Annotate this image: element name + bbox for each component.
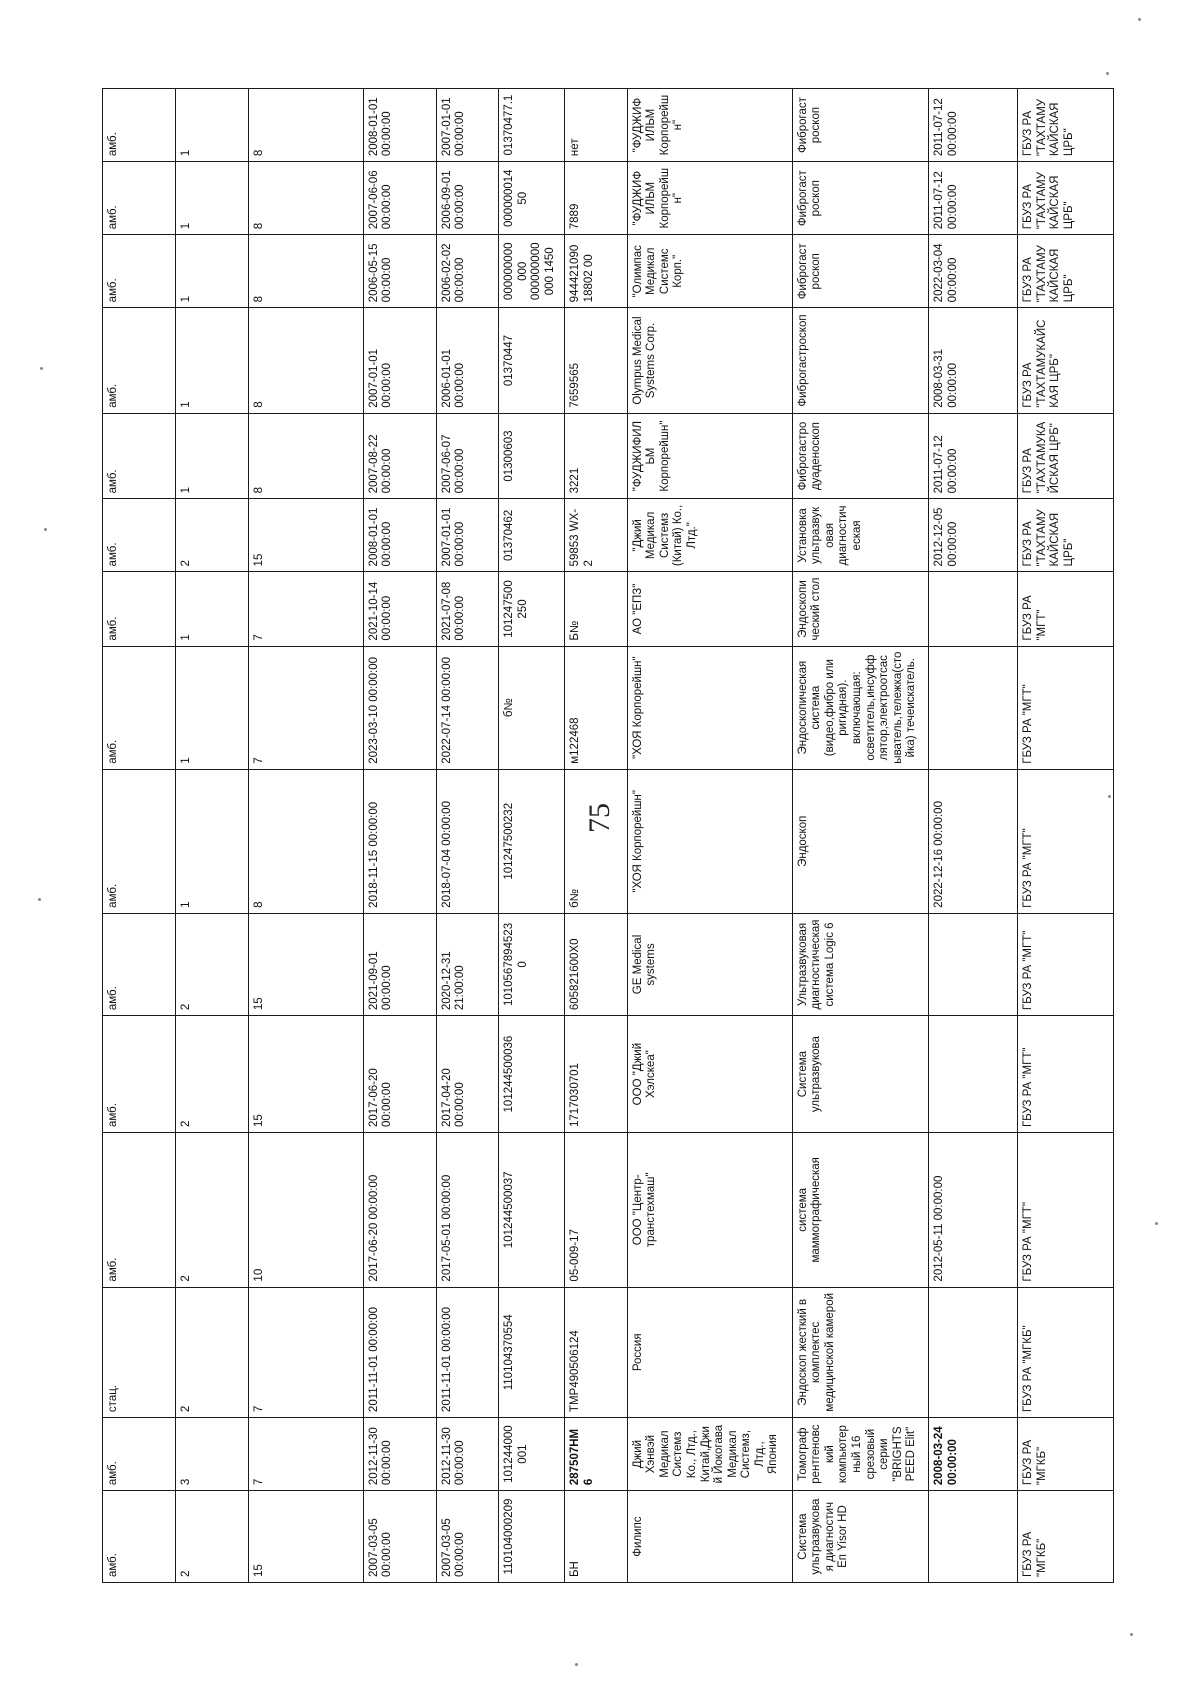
cell-inventory-number: 01370477.1	[499, 89, 565, 162]
cell-care-type: амб.	[103, 499, 176, 572]
cell-service-life: 8	[248, 162, 363, 235]
cell-equipment-name: Фиброгастроскоп	[792, 162, 929, 235]
cell-serial-number: 05-009-17	[565, 1133, 628, 1288]
cell-organization: ГБУЗ РА "ТАХТАМУКАЙСКАЯ ЦРБ"	[1017, 235, 1113, 308]
cell-organization: ГБУЗ РА "МГКБ"	[1017, 1418, 1113, 1491]
cell-care-type: амб.	[103, 1133, 176, 1288]
cell-organization: ГБУЗ РА "МГТ"	[1017, 913, 1113, 1015]
cell-quantity: 2	[175, 1491, 248, 1583]
cell-date	[929, 1491, 1018, 1583]
cell-registration-date: 2006-09-01 00:00:00	[436, 162, 499, 235]
cell-equipment-name: Установка ультразвуковая диагностическая	[792, 499, 929, 572]
cell-equipment-name: Фиброгастроскоп	[792, 308, 929, 413]
cell-service-life: 8	[248, 308, 363, 413]
cell-registration-date: 2012-11-30 00:00:00	[436, 1418, 499, 1491]
cell-care-type: амб.	[103, 1016, 176, 1133]
cell-manufacturer: "ФУДЖИФИЛЬМ Корпорейшн"	[627, 413, 792, 499]
cell-inventory-number: 101244500036	[499, 1016, 565, 1133]
cell-serial-number: 59853 WX-2	[565, 499, 628, 572]
cell-commission-date: 2012-11-30 00:00:00	[363, 1418, 436, 1491]
cell-quantity: 3	[175, 1418, 248, 1491]
cell-organization: ГБУЗ РА "МГКБ"	[1017, 1287, 1113, 1418]
cell-serial-number: 605821600X0	[565, 913, 628, 1015]
cell-date: 2022-03-04 00:00:00	[929, 235, 1018, 308]
cell-equipment-name: Фиброгастроскоп	[792, 235, 929, 308]
equipment-table	[102, 88, 1114, 1583]
cell-serial-number: нет	[565, 89, 628, 162]
cell-serial-number: 7659565	[565, 308, 628, 413]
cell-care-type: амб.	[103, 1418, 176, 1491]
cell-inventory-number: 1010567894523 0	[499, 913, 565, 1015]
cell-commission-date: 2007-01-01 00:00:00	[363, 308, 436, 413]
cell-date	[929, 1016, 1018, 1133]
cell-date	[929, 646, 1018, 769]
cell-registration-date: 2018-07-04 00:00:00	[436, 769, 499, 913]
cell-care-type: амб.	[103, 89, 176, 162]
cell-date: 2008-03-31 00:00:00	[929, 308, 1018, 413]
cell-care-type: амб.	[103, 308, 176, 413]
cell-commission-date: 2011-11-01 00:00:00	[363, 1287, 436, 1418]
cell-date: 2011-07-12 00:00:00	[929, 162, 1018, 235]
cell-quantity: 1	[175, 162, 248, 235]
cell-commission-date: 2017-06-20 00:00:00	[363, 1016, 436, 1133]
cell-equipment-name: Эндоскопический стол	[792, 572, 929, 646]
cell-registration-date: 2006-01-01 00:00:00	[436, 308, 499, 413]
cell-manufacturer: "Олимпас Медикал Системс Корп."	[627, 235, 792, 308]
cell-quantity: 2	[175, 1133, 248, 1288]
cell-serial-number: м122468	[565, 646, 628, 769]
cell-commission-date: 2007-08-22 00:00:00	[363, 413, 436, 499]
cell-commission-date: 2008-01-01 00:00:00	[363, 89, 436, 162]
table-row	[627, 89, 792, 1583]
cell-care-type: амб.	[103, 913, 176, 1015]
cell-serial-number: 94442109018802 00	[565, 235, 628, 308]
cell-service-life: 15	[248, 913, 363, 1015]
cell-inventory-number: 101247500232	[499, 769, 565, 913]
table-row	[499, 89, 565, 1583]
cell-commission-date: 2006-05-15 00:00:00	[363, 235, 436, 308]
cell-equipment-name: Ультразвуковая диагностическая система Logic 6	[792, 913, 929, 1015]
cell-manufacturer: "ФУДЖИФИЛЬМ Корпорейшн"	[627, 162, 792, 235]
cell-organization: ГБУЗ РА "ТАХТАМУКАЙСКАЯ ЦРБ"	[1017, 162, 1113, 235]
cell-date: 2011-07-12 00:00:00	[929, 413, 1018, 499]
rotated-table-wrapper	[102, 88, 1114, 1583]
cell-registration-date: 2021-07-08 00:00:00	[436, 572, 499, 646]
cell-service-life: 8	[248, 89, 363, 162]
cell-registration-date: 2006-02-02 00:00:00	[436, 235, 499, 308]
cell-manufacturer: ООО "Центр-транстехмаш"	[627, 1133, 792, 1288]
cell-care-type: амб.	[103, 646, 176, 769]
table-row	[929, 89, 1018, 1583]
cell-service-life: 7	[248, 1418, 363, 1491]
cell-quantity: 2	[175, 913, 248, 1015]
cell-equipment-name: система маммографическая	[792, 1133, 929, 1288]
cell-commission-date: 2021-09-01 00:00:00	[363, 913, 436, 1015]
cell-service-life: 8	[248, 413, 363, 499]
cell-manufacturer: GE Medical systems	[627, 913, 792, 1015]
cell-manufacturer: ООО "Джий Хэлскеа"	[627, 1016, 792, 1133]
table-row	[1017, 89, 1113, 1583]
cell-organization: ГБУЗ РА "МГТ"	[1017, 769, 1113, 913]
cell-manufacturer: Olympus Medical Systems Corp.	[627, 308, 792, 413]
cell-inventory-number: б№	[499, 646, 565, 769]
cell-equipment-name: Фиброгастродуаденоскоп	[792, 413, 929, 499]
cell-organization: ГБУЗ РА "ТАХТАМУКАЙСКАЯ ЦРБ"	[1017, 413, 1113, 499]
cell-care-type: амб.	[103, 162, 176, 235]
cell-serial-number: 1717030701	[565, 1016, 628, 1133]
cell-inventory-number: 01300603	[499, 413, 565, 499]
table-body	[103, 89, 1114, 1583]
cell-serial-number: 7889	[565, 162, 628, 235]
table-row	[248, 89, 363, 1583]
cell-commission-date: 2007-03-05 00:00:00	[363, 1491, 436, 1583]
cell-registration-date: 2017-05-01 00:00:00	[436, 1133, 499, 1288]
cell-date: 2008-03-24 00:00:00	[929, 1418, 1018, 1491]
table-row	[436, 89, 499, 1583]
cell-care-type: амб.	[103, 572, 176, 646]
cell-manufacturer: Джий Хэнвэй Медикал Системз Ко., Лтд., Китай,Джий Йокогава Медикал Системз, Лтд., Япония	[627, 1418, 792, 1491]
cell-quantity: 2	[175, 1287, 248, 1418]
cell-equipment-name: Эндоскопическая система (видео,фибро или ригидная). включающая: осветитель,инсуффлятор,электроотсасыватель,тележка(стойка) течеискатель.	[792, 646, 929, 769]
cell-service-life: 7	[248, 572, 363, 646]
cell-inventory-number: 110104370554	[499, 1287, 565, 1418]
table-row	[363, 89, 436, 1583]
cell-organization: ГБУЗ РА "МГКБ"	[1017, 1491, 1113, 1583]
cell-inventory-number: 000000000000 000000000000 1450	[499, 235, 565, 308]
cell-commission-date: 2017-06-20 00:00:00	[363, 1133, 436, 1288]
cell-serial-number: 287507HM6	[565, 1418, 628, 1491]
cell-care-type: амб.	[103, 1491, 176, 1583]
cell-quantity: 1	[175, 89, 248, 162]
cell-quantity: 1	[175, 308, 248, 413]
table-row	[175, 89, 248, 1583]
cell-manufacturer: "ХОЯ Корпорейшн"	[627, 769, 792, 913]
cell-commission-date: 2023-03-10 00:00:00	[363, 646, 436, 769]
cell-date: 2022-12-16 00:00:00	[929, 769, 1018, 913]
cell-date: 2012-12-05 00:00:00	[929, 499, 1018, 572]
cell-organization: ГБУЗ РА "ТАХТАМУКАЙСКАЯ ЦРБ"	[1017, 89, 1113, 162]
cell-inventory-number: 101244500037	[499, 1133, 565, 1288]
cell-equipment-name: Томограф рентгеновский компьютерный 16 срезовый серии "BRIGHTSPEED Elit"	[792, 1418, 929, 1491]
cell-registration-date: 2022-07-14 00:00:00	[436, 646, 499, 769]
cell-date	[929, 1287, 1018, 1418]
cell-date	[929, 572, 1018, 646]
cell-equipment-name: Система ультразвуковая диагностич Еп Yisor HD	[792, 1491, 929, 1583]
cell-serial-number: Б№	[565, 572, 628, 646]
cell-equipment-name: Система ультразвукова	[792, 1016, 929, 1133]
cell-organization: ГБУЗ РА "МГТ"	[1017, 1133, 1113, 1288]
cell-registration-date: 2020-12-31 21:00:00	[436, 913, 499, 1015]
cell-service-life: 10	[248, 1133, 363, 1288]
cell-inventory-number: 00000001450	[499, 162, 565, 235]
cell-quantity: 1	[175, 769, 248, 913]
cell-quantity: 2	[175, 499, 248, 572]
cell-date: 2011-07-12 00:00:00	[929, 89, 1018, 162]
cell-manufacturer: Филипс	[627, 1491, 792, 1583]
cell-commission-date: 2008-01-01 00:00:00	[363, 499, 436, 572]
cell-organization: ГБУЗ РА "МГТ"	[1017, 646, 1113, 769]
cell-inventory-number: 101244000001	[499, 1418, 565, 1491]
cell-registration-date: 2007-01-01 00:00:00	[436, 89, 499, 162]
cell-care-type: амб.	[103, 235, 176, 308]
cell-manufacturer: "ХОЯ Корпорейшн"	[627, 646, 792, 769]
cell-organization: ГБУЗ РА "МГТ"	[1017, 572, 1113, 646]
cell-organization: ГБУЗ РА "ТАХТАМУКАЙСКАЯ ЦРБ"	[1017, 308, 1113, 413]
cell-registration-date: 2011-11-01 00:00:00	[436, 1287, 499, 1418]
cell-manufacturer: АО "ЕПЗ"	[627, 572, 792, 646]
table-row	[565, 89, 628, 1583]
cell-registration-date: 2017-04-20 00:00:00	[436, 1016, 499, 1133]
cell-commission-date: 2021-10-14 00:00:00	[363, 572, 436, 646]
table-row	[103, 89, 176, 1583]
cell-inventory-number: 01370462	[499, 499, 565, 572]
cell-service-life: 15	[248, 499, 363, 572]
cell-inventory-number: 110104000209	[499, 1491, 565, 1583]
cell-serial-number: TMP490506124	[565, 1287, 628, 1418]
cell-equipment-name: Фиброгастроскоп	[792, 89, 929, 162]
cell-date: 2012-05-11 00:00:00	[929, 1133, 1018, 1288]
cell-care-type: стац.	[103, 1287, 176, 1418]
cell-care-type: амб.	[103, 413, 176, 499]
cell-date	[929, 913, 1018, 1015]
cell-service-life: 7	[248, 646, 363, 769]
cell-manufacturer: "Джий Медикал Системз (Китай) Ко., Лтд."	[627, 499, 792, 572]
cell-quantity: 1	[175, 235, 248, 308]
cell-quantity: 1	[175, 646, 248, 769]
cell-serial-number: БН	[565, 1491, 628, 1583]
cell-organization: ГБУЗ РА "МГТ"	[1017, 1016, 1113, 1133]
cell-equipment-name: Эндоскоп жесткий в комплектес медицинской камерой	[792, 1287, 929, 1418]
cell-serial-number: 3221	[565, 413, 628, 499]
cell-quantity: 1	[175, 413, 248, 499]
cell-service-life: 7	[248, 1287, 363, 1418]
cell-equipment-name: Эндоскоп	[792, 769, 929, 913]
cell-serial-number: б№	[565, 769, 628, 913]
cell-service-life: 8	[248, 769, 363, 913]
page-number: 75	[583, 803, 616, 833]
cell-commission-date: 2018-11-15 00:00:00	[363, 769, 436, 913]
cell-care-type: амб.	[103, 769, 176, 913]
cell-quantity: 1	[175, 572, 248, 646]
cell-organization: ГБУЗ РА "ТАХТАМУКАЙСКАЯ ЦРБ"	[1017, 499, 1113, 572]
cell-manufacturer: "ФУДЖИФИЛЬМ Корпорейшн"	[627, 89, 792, 162]
cell-service-life: 8	[248, 235, 363, 308]
cell-service-life: 15	[248, 1491, 363, 1583]
cell-service-life: 15	[248, 1016, 363, 1133]
cell-registration-date: 2007-03-05 00:00:00	[436, 1491, 499, 1583]
table-row	[792, 89, 929, 1583]
cell-commission-date: 2007-06-06 00:00:00	[363, 162, 436, 235]
cell-quantity: 2	[175, 1016, 248, 1133]
cell-inventory-number: 101247500250	[499, 572, 565, 646]
cell-registration-date: 2007-01-01 00:00:00	[436, 499, 499, 572]
cell-manufacturer: Россия	[627, 1287, 792, 1418]
cell-inventory-number: 01370447	[499, 308, 565, 413]
cell-registration-date: 2007-06-07 00:00:00	[436, 413, 499, 499]
